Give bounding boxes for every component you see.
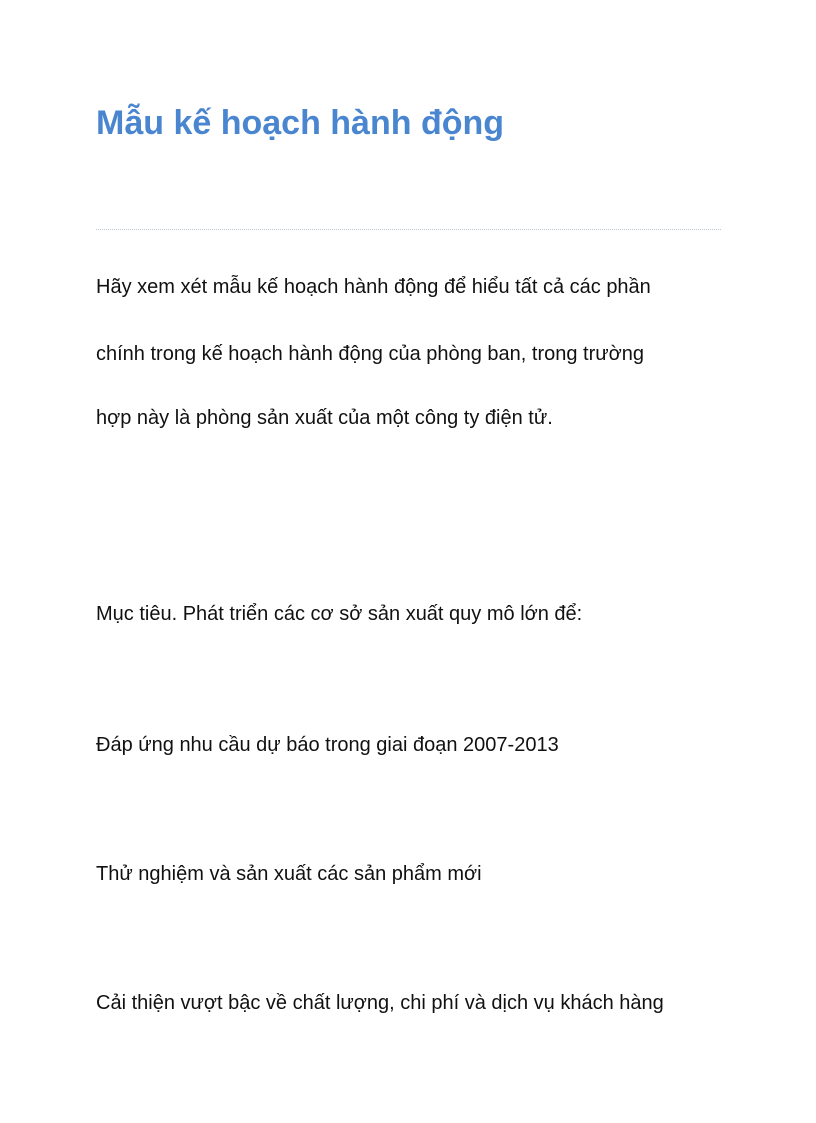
intro-line-3: hợp này là phòng sản xuất của một công ty điện tử. (96, 407, 553, 429)
objective-text: Mục tiêu. Phát triển các cơ sở sản xuất quy mô lớn để: (96, 603, 583, 625)
page-title: Mẫu kế hoạch hành động (96, 104, 505, 142)
intro-line-2: chính trong kế hoạch hành động của phòng ban, trong trường (96, 343, 645, 365)
objective-item-2: Thử nghiệm và sản xuất các sản phẩm mới (96, 863, 482, 885)
objective-item-3: Cải thiện vượt bậc về chất lượng, chi phí và dịch vụ khách hàng (96, 992, 664, 1014)
objective-item-1: Đáp ứng nhu cầu dự báo trong giai đoạn 2007-2013 (96, 734, 559, 756)
title-divider (96, 229, 721, 230)
intro-line-1: Hãy xem xét mẫu kế hoạch hành động để hiểu tất cả các phần (96, 276, 651, 298)
